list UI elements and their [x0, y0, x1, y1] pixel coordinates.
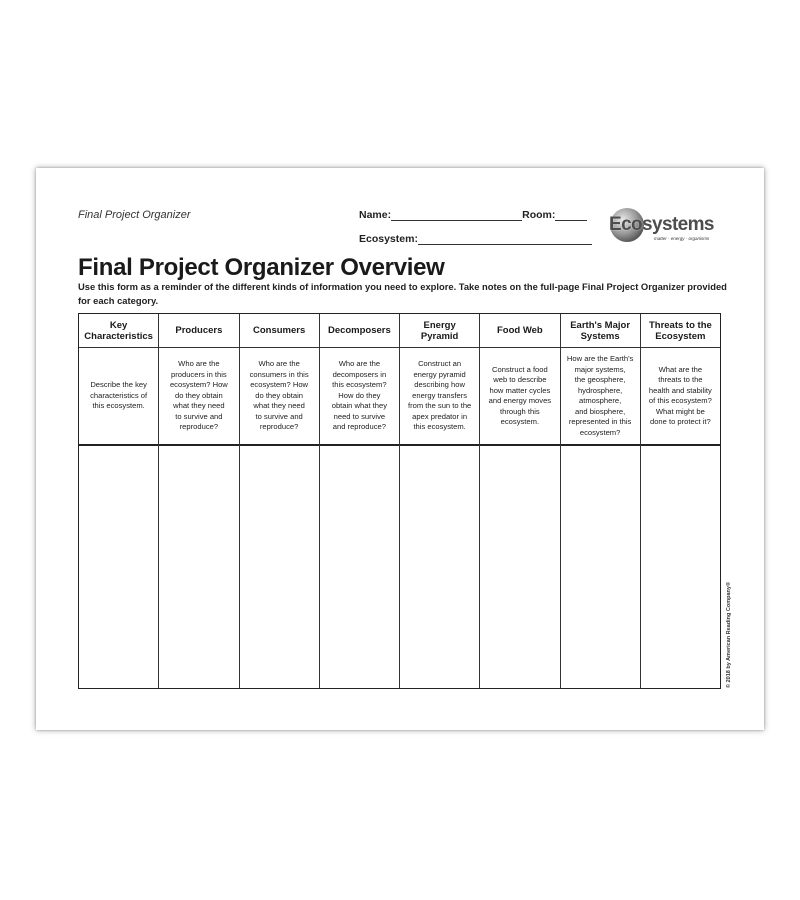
column-energy-pyramid	[400, 314, 480, 688]
room-line[interactable]	[555, 209, 587, 221]
notes-area[interactable]	[400, 446, 479, 688]
notes-area[interactable]	[79, 446, 158, 688]
logo-tagline: matter · energy · organisms	[654, 236, 710, 241]
worksheet-page	[36, 168, 764, 730]
name-label: Name:	[359, 209, 392, 221]
column-decomposers	[320, 314, 400, 688]
notes-area[interactable]	[561, 446, 640, 688]
notes-area[interactable]	[320, 446, 399, 688]
column-producers	[159, 314, 239, 688]
name-field[interactable]	[359, 209, 587, 221]
column-prompt: Who are the consumers in this ecosystem? How do they obtain what they need to survive and reproduce?	[240, 348, 319, 446]
column-header: Consumers	[240, 314, 319, 348]
column-consumers	[240, 314, 320, 688]
notes-area[interactable]	[480, 446, 559, 688]
name-line[interactable]	[391, 209, 522, 221]
ecosystem-field[interactable]	[359, 233, 592, 245]
column-food-web	[480, 314, 560, 688]
ecosystem-line[interactable]	[418, 233, 592, 245]
ecosystems-logo	[608, 208, 728, 244]
copyright-notice: © 2018 by American Reading Company®	[726, 581, 732, 688]
column-threats	[641, 314, 720, 688]
column-header: Producers	[159, 314, 238, 348]
column-prompt: Describe the key characteristics of this ecosystem.	[79, 348, 158, 446]
column-header: Earth's Major Systems	[561, 314, 640, 348]
notes-area[interactable]	[159, 446, 238, 688]
notes-area[interactable]	[240, 446, 319, 688]
column-prompt: Who are the decomposers in this ecosystem? How do they obtain what they need to survive and reproduce?	[320, 348, 399, 446]
header-label: Final Project Organizer	[78, 209, 191, 221]
column-prompt: Construct an energy pyramid describing how energy transfers from the sun to the apex predator in this ecosystem.	[400, 348, 479, 446]
column-header: Energy Pyramid	[400, 314, 479, 348]
organizer-table	[78, 313, 721, 689]
column-header: Key Characteristics	[79, 314, 158, 348]
column-prompt: Construct a food web to describe how matter cycles and energy moves through this ecosystem.	[480, 348, 559, 446]
column-header: Threats to the Ecosystem	[641, 314, 720, 348]
column-prompt: How are the Earth's major systems, the geosphere, hydrosphere, atmosphere, and biosphere, represented in this ecosystem?	[561, 348, 640, 446]
logo-word: Ecosystems	[609, 214, 714, 235]
column-prompt: What are the threats to the health and stability of this ecosystem? What might be done to protect it?	[641, 348, 720, 446]
room-label: Room:	[522, 209, 556, 221]
column-earth-systems	[561, 314, 641, 688]
notes-area[interactable]	[641, 446, 720, 688]
instructions: Use this form as a reminder of the different kinds of information you need to explore. Take notes on the full-page Final Project Organizer provided for each category.	[78, 281, 727, 306]
page-title: Final Project Organizer Overview	[78, 254, 445, 281]
column-prompt: Who are the producers in this ecosystem? How do they obtain what they need to survive and reproduce?	[159, 348, 238, 446]
column-key-characteristics	[79, 314, 159, 688]
ecosystem-label: Ecosystem:	[359, 233, 418, 245]
column-header: Decomposers	[320, 314, 399, 348]
column-header: Food Web	[480, 314, 559, 348]
